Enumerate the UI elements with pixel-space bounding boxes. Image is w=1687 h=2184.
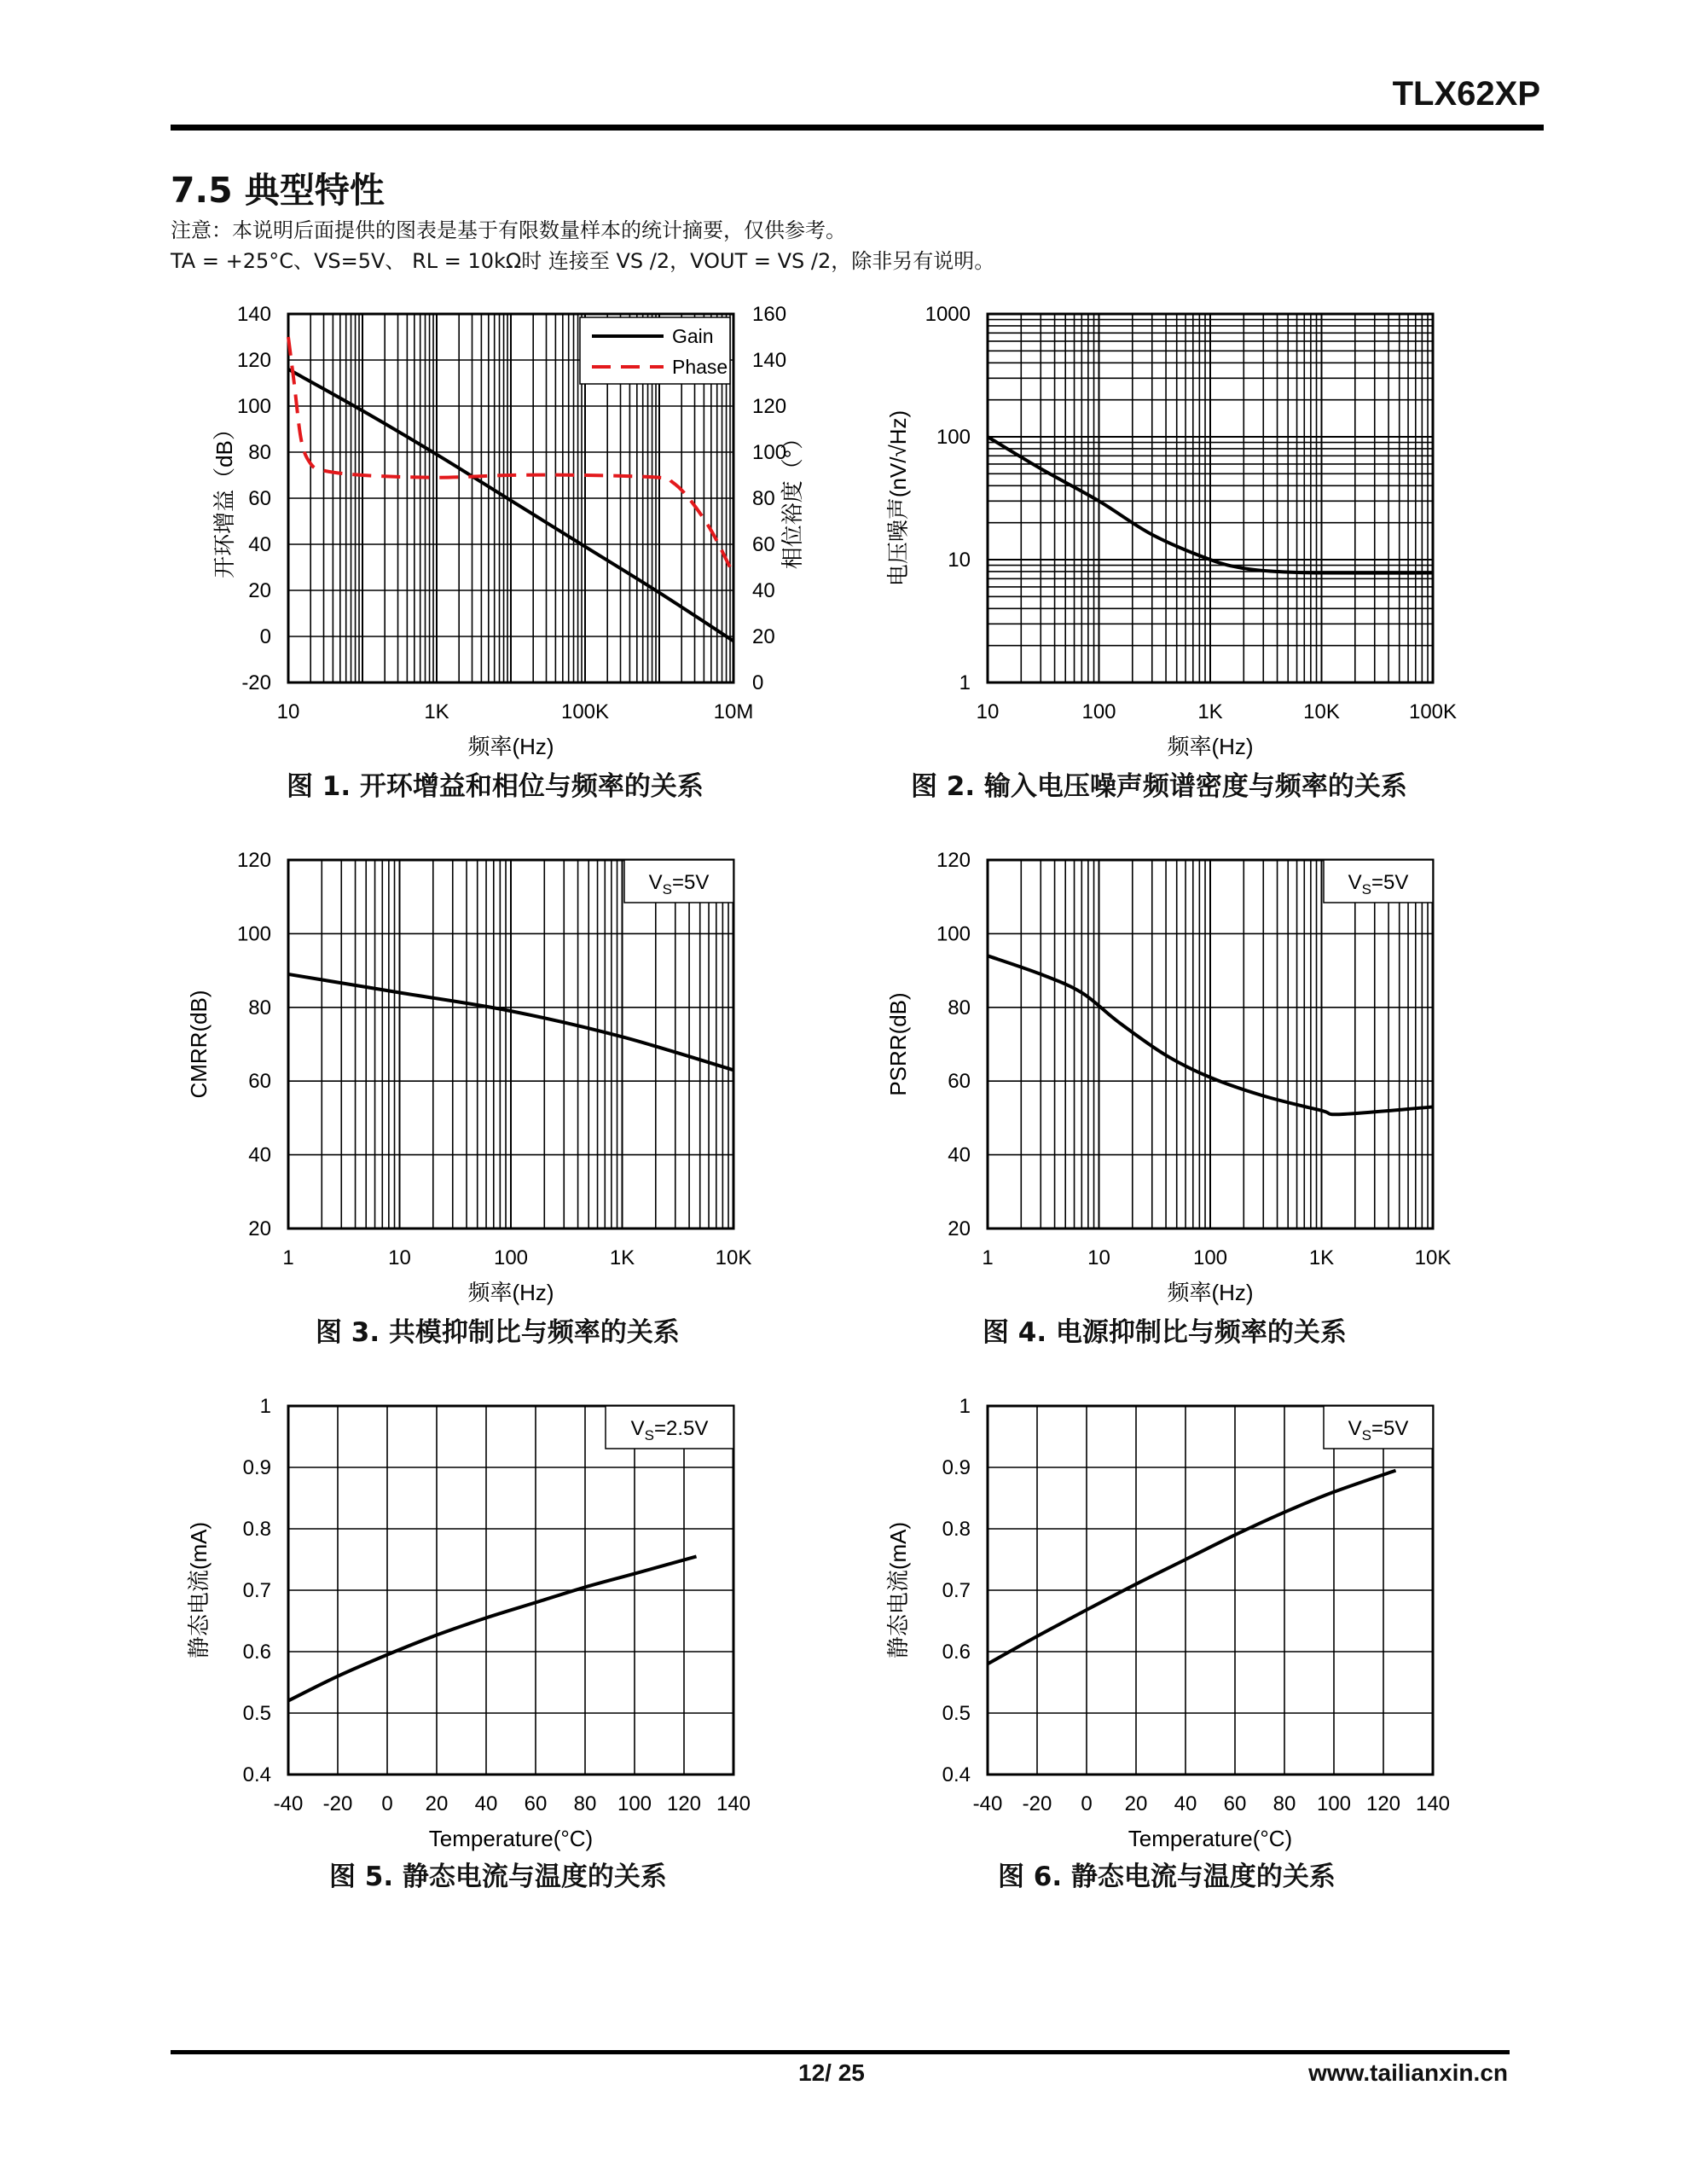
y2-tick-label: 160: [752, 303, 787, 326]
y-tick-label: 1: [959, 671, 971, 694]
y-tick-label: 0.7: [242, 1579, 271, 1602]
x-tick-label: -40: [273, 1792, 304, 1815]
y-axis-label: PSRR(dB): [885, 992, 911, 1096]
y-tick-label: -20: [241, 671, 271, 694]
chart-voltage-noise: [853, 290, 1535, 768]
chart-open-loop-gain-phase: [154, 290, 836, 768]
x-tick-label: 140: [1415, 1792, 1451, 1815]
x-tick-label: 120: [666, 1792, 702, 1815]
y-tick-label: 0.5: [242, 1702, 271, 1725]
y-tick-label: 20: [248, 579, 271, 602]
x-tick-label: 1K: [424, 700, 449, 723]
document-header-title: TLX62XP: [1392, 75, 1540, 113]
y-tick-label: 100: [936, 922, 971, 946]
x-tick-label: 100: [1081, 700, 1116, 723]
x-tick-label: -40: [972, 1792, 1003, 1815]
y-tick-label: 0.6: [242, 1641, 271, 1664]
x-axis-label: Temperature(°C): [428, 1826, 594, 1851]
y-axis-label: 静态电流(mA): [186, 1521, 212, 1659]
x-tick-label: 1K: [609, 1246, 635, 1269]
y-tick-label: 0: [259, 625, 271, 648]
y2-axis-label: 相位裕度（°）: [780, 427, 805, 570]
y-axis-label: 电压噪声(nV/√Hz): [885, 410, 911, 587]
condition-label: $V_S=5V$: [1348, 1417, 1409, 1443]
y-tick-label: 40: [948, 1143, 971, 1167]
y-axis-label: CMRR(dB): [186, 990, 212, 1099]
y2-tick-label: 80: [752, 487, 775, 510]
x-axis-label: 频率(Hz): [1167, 734, 1254, 759]
y2-tick-label: 0: [752, 671, 764, 694]
y-tick-label: 100: [236, 395, 271, 418]
y-tick-label: 10: [948, 549, 971, 572]
x-tick-label: 1K: [1197, 700, 1223, 723]
y-tick-label: 60: [248, 1070, 271, 1094]
caption-fig4: 图 4. 电源抑制比与频率的关系: [983, 1317, 1347, 1348]
y-tick-label: 80: [248, 996, 271, 1019]
section-title: 7.5 典型特性: [171, 170, 385, 211]
x-tick-label: 100: [1316, 1792, 1352, 1815]
x-axis-label: 频率(Hz): [467, 1280, 554, 1305]
x-tick-label: 100: [617, 1792, 652, 1815]
y-tick-label: 20: [248, 1217, 271, 1240]
condition-label: $V_S=5V$: [1348, 871, 1409, 897]
y2-tick-label: 120: [752, 395, 787, 418]
x-tick-label: 10M: [713, 700, 754, 723]
y2-tick-label: 100: [752, 441, 787, 464]
x-tick-label: 80: [573, 1792, 597, 1815]
caption-fig6: 图 6. 静态电流与温度的关系: [998, 1862, 1336, 1892]
x-axis-label: 频率(Hz): [1167, 1280, 1254, 1305]
caption-fig2: 图 2. 输入电压噪声频谱密度与频率的关系: [911, 771, 1407, 802]
y-tick-label: 140: [236, 303, 271, 326]
page-number: 12/ 25: [798, 2059, 865, 2086]
x-tick-label: 40: [474, 1792, 498, 1815]
y-tick-label: 0.8: [242, 1518, 271, 1541]
condition-label: $V_S=2.5V$: [630, 1417, 709, 1443]
condition-label: $V_S=5V$: [648, 871, 710, 897]
x-tick-label: 10: [1087, 1246, 1110, 1269]
footer-rule: [171, 2050, 1510, 2054]
y-tick-label: 60: [948, 1070, 971, 1094]
x-tick-label: 0: [1081, 1792, 1093, 1815]
note-line-2: TA = +25°C、VS=5V、 RL = 10kΩ时 连接至 VS /2，VOUT = VS /2，除非另有说明。: [171, 249, 995, 273]
y-tick-label: 0.4: [242, 1763, 271, 1786]
x-tick-label: 20: [425, 1792, 449, 1815]
y-tick-label: 1: [259, 1395, 271, 1418]
x-tick-label: 140: [716, 1792, 751, 1815]
x-tick-label: 120: [1365, 1792, 1401, 1815]
caption-fig5: 图 5. 静态电流与温度的关系: [329, 1862, 667, 1892]
header-rule: [171, 125, 1544, 131]
x-tick-label: 1: [982, 1246, 994, 1269]
y-tick-label: 100: [236, 922, 271, 946]
y2-tick-label: 20: [752, 625, 775, 648]
x-tick-label: 10K: [1414, 1246, 1452, 1269]
x-tick-label: -20: [1022, 1792, 1052, 1815]
x-tick-label: 0: [381, 1792, 393, 1815]
x-tick-label: 80: [1272, 1792, 1296, 1815]
y-tick-label: 40: [248, 533, 271, 556]
x-tick-label: 10K: [715, 1246, 752, 1269]
x-tick-label: -20: [322, 1792, 353, 1815]
y-tick-label: 20: [948, 1217, 971, 1240]
y2-tick-label: 140: [752, 349, 787, 372]
x-tick-label: 100K: [1408, 700, 1458, 723]
x-axis-label: Temperature(°C): [1128, 1826, 1293, 1851]
x-tick-label: 100K: [560, 700, 610, 723]
y-tick-label: 0.5: [942, 1702, 971, 1725]
x-tick-label: 100: [1192, 1246, 1228, 1269]
y-tick-label: 120: [936, 849, 971, 872]
x-tick-label: 10: [976, 700, 1000, 723]
x-tick-label: 100: [493, 1246, 529, 1269]
y-tick-label: 0.7: [942, 1579, 971, 1602]
x-tick-label: 1: [282, 1246, 294, 1269]
y2-tick-label: 60: [752, 533, 775, 556]
x-tick-label: 10K: [1303, 700, 1340, 723]
y-tick-label: 60: [248, 487, 271, 510]
x-tick-label: 60: [1223, 1792, 1247, 1815]
y2-tick-label: 40: [752, 579, 775, 602]
x-tick-label: 10: [276, 700, 300, 723]
y-tick-label: 0.9: [942, 1456, 971, 1479]
y-tick-label: 120: [236, 849, 271, 872]
y-tick-label: 80: [248, 441, 271, 464]
caption-fig3: 图 3. 共模抑制比与频率的关系: [316, 1317, 680, 1348]
y-tick-label: 0.9: [242, 1456, 271, 1479]
x-axis-label: 频率(Hz): [467, 734, 554, 759]
y-tick-label: 80: [948, 996, 971, 1019]
caption-fig1: 图 1. 开环增益和相位与频率的关系: [287, 771, 704, 802]
x-tick-label: 10: [388, 1246, 411, 1269]
y-tick-label: 1000: [925, 303, 971, 326]
y-axis-label: 静态电流(mA): [885, 1521, 911, 1659]
chart-quiescent-current-2v5: [154, 1382, 836, 1860]
y-tick-label: 100: [936, 426, 971, 449]
x-tick-label: 40: [1174, 1792, 1197, 1815]
y-tick-label: 0.8: [942, 1518, 971, 1541]
y-axis-label: 开环增益（dB）: [212, 418, 237, 578]
y-tick-label: 120: [236, 349, 271, 372]
legend-label-gain: Gain: [672, 325, 714, 347]
chart-psrr: [853, 836, 1535, 1314]
y-tick-label: 40: [248, 1143, 271, 1167]
website: www.tailianxin.cn: [1308, 2059, 1508, 2086]
x-tick-label: 60: [524, 1792, 548, 1815]
y-tick-label: 0.4: [942, 1763, 971, 1786]
legend-label-phase: Phase: [672, 356, 728, 378]
chart-cmrr: [154, 836, 836, 1314]
x-tick-label: 20: [1124, 1792, 1148, 1815]
note-line-1: 注意：本说明后面提供的图表是基于有限数量样本的统计摘要，仅供参考。: [171, 218, 846, 242]
y-tick-label: 0.6: [942, 1641, 971, 1664]
y-tick-label: 1: [959, 1395, 971, 1418]
chart-quiescent-current-5v: [853, 1382, 1535, 1860]
x-tick-label: 1K: [1308, 1246, 1335, 1269]
